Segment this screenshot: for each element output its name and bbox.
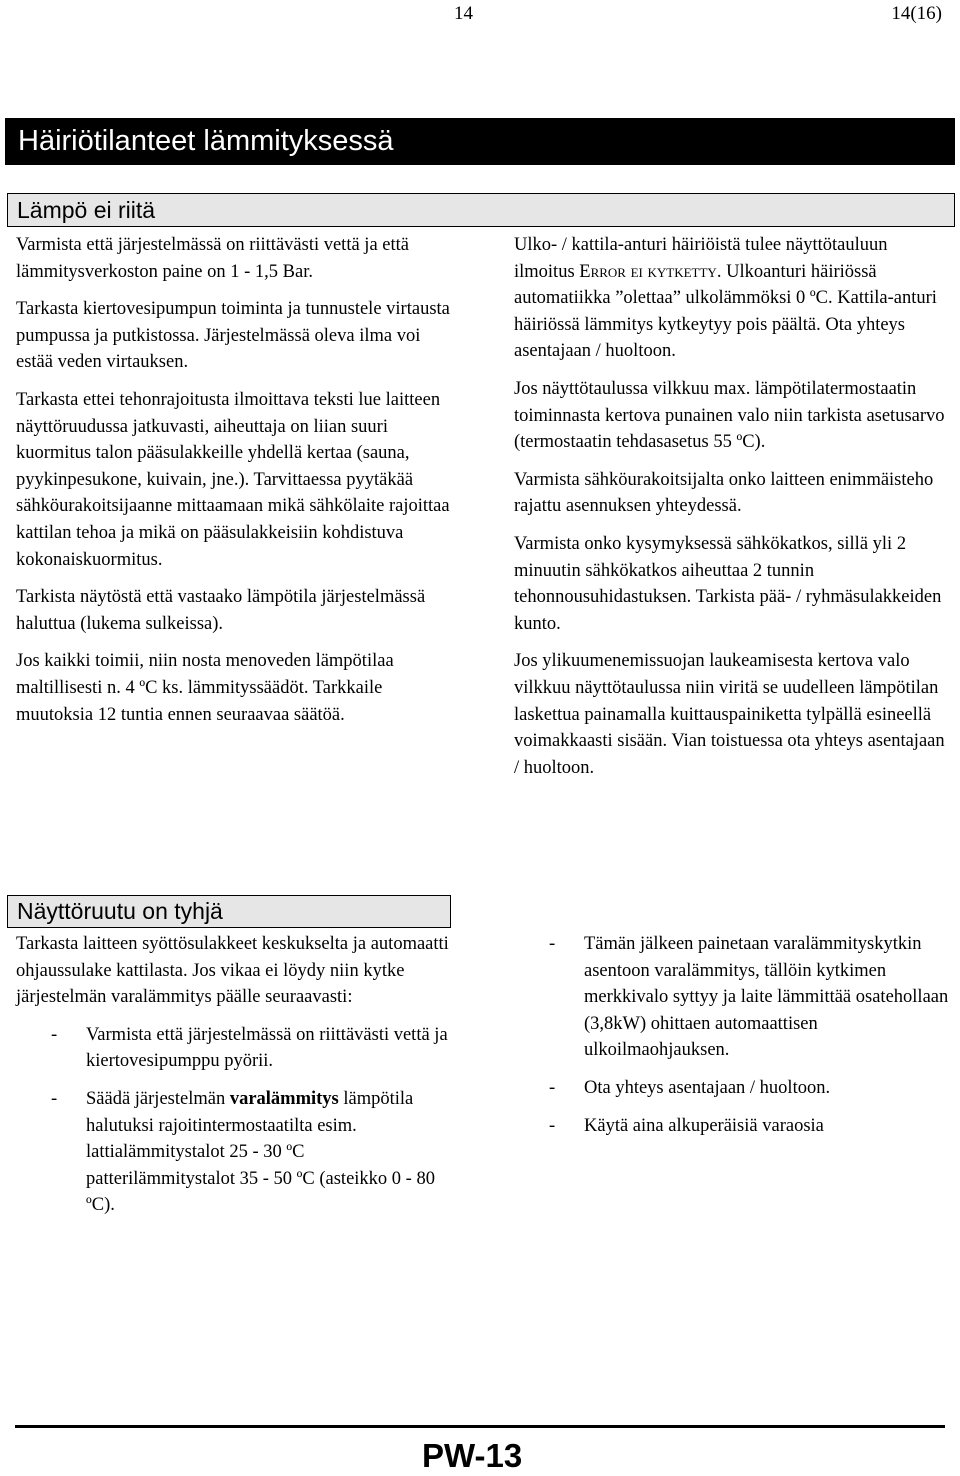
list-item-text: Varmista että järjestelmässä on riittävästi vettä ja kiertovesipumppu pyörii. — [86, 1024, 448, 1072]
error-message-text: Error ei kytketty — [579, 261, 717, 282]
text-span: . Ulkoanturi häiriössä automatiikka ”olettaa” ulkolämmöksi 0 ºC. Kattila-anturi häiriössä lämmitys kytkeytyy pois päältä. Ota yhteys asentajaan / huoltoon. — [514, 261, 937, 362]
paragraph: Varmista onko kysymyksessä sähkökatkos, sillä yli 2 minuutin sähkökatkos aiheuttaa 2 tunnin tehonnousuhidastuksen. Tarkista pää- / ryhmäsulakkeiden kunto. — [514, 533, 942, 634]
page-title: Häiriötilanteet lämmityksessä — [18, 125, 394, 157]
page-count: 14(16) — [891, 3, 942, 24]
paragraph: Varmista että järjestelmässä on riittävästi vettä ja että lämmitysverkoston paine on 1 - 1,5 Bar. — [16, 235, 409, 282]
section-title-heat: Lämpö ei riitä — [17, 197, 156, 223]
bold-term: varalämmitys — [229, 1088, 339, 1109]
paragraph: Tarkasta ettei tehonrajoitusta ilmoittava teksti lue laitteen näyttöruudussa jatkuvasti, aiheuttaja on liian suuri kuormitus talon pääsulakkeille yhdellä kertaa (sauna, pyykinpesukone, kuivain, jne.). Tarvittaessa pyytäkää sähköurakoitsijaanne mittaamaan mikä sähkölaite rajoittaa kattilan tehoa ja mikä on pääsulakkeisiin kohdistuva kokonaiskuormitus. — [16, 389, 450, 570]
list-item — [16, 1086, 456, 1219]
dash-bullet: - — [51, 1024, 58, 1045]
list-item-text: Käytä aina alkuperäisiä varaosia — [584, 1115, 824, 1136]
paragraph — [514, 232, 946, 365]
dash-bullet: - — [51, 1088, 58, 1109]
dash-bullet: - — [549, 934, 556, 954]
list-item — [514, 931, 954, 1064]
list-item — [514, 1113, 954, 1140]
text-span: Säädä järjestelmän — [86, 1088, 230, 1109]
paragraph: Tarkasta laitteen syöttösulakkeet keskukselta ja automaatti ohjaussulake kattilasta. Jos vikaa ei löydy niin kytke järjestelmän varalämmitys päälle seuraavasti: — [16, 934, 449, 1008]
paragraph: Tarkasta kiertovesipumpun toiminta ja tunnustele virtausta pumpussa ja putkistossa. Järjestelmässä oleva ilma voi estää veden virtauksen. — [16, 299, 450, 373]
footer-divider — [15, 1425, 945, 1428]
section1-left-column — [16, 232, 451, 728]
section2-right-column — [514, 931, 954, 1150]
paragraph: Varmista sähköurakoitsijalta onko laitteen enimmäisteho rajattu asennuksen yhteydessä. — [514, 469, 934, 517]
dash-bullet: - — [549, 1115, 556, 1136]
paragraph: Jos ylikuumenemissuojan laukeamisesta kertova valo vilkkuu näyttötaulussa niin viritä se uudelleen lämpötilan laskettua painamalla kuittauspainiketta tylpällä esineellä voimakkaasti sisään. Vian toistuessa ota yhteys asentajaan / huoltoon. — [514, 651, 945, 778]
page-number: 14 — [454, 3, 473, 24]
paragraph: Jos näyttötaulussa vilkkuu max. lämpötilatermostaatin toiminnasta kertova punainen valo niin tarkista asetusarvo (termostaatin tehdasasetus 55 ºC). — [514, 378, 945, 453]
list-item-text: Tämän jälkeen painetaan varalämmityskytkin asentoon varalämmitys, tällöin kytkimen merkkivalo syttyy ja laite lämmittää osatehollaan (3,8kW) ohittaen automaattisen ulkoilmaohjauksen. — [584, 934, 949, 1061]
list-item — [514, 1075, 954, 1102]
section-title-empty-display: Näyttöruutu on tyhjä — [17, 898, 223, 924]
section2-left-column — [16, 931, 456, 1230]
text-span: Ulko- / kattila-anturi häiriöistä tulee näyttötauluun ilmoitus — [514, 235, 888, 282]
paragraph: Jos kaikki toimii, niin nosta menoveden lämpötilaa maltillisesti n. 4 ºC ks. lämmityssäädöt. Tarkkaile muutoksia 12 tuntia ennen seuraavaa säätöä. — [16, 651, 394, 725]
document-code: PW-13 — [422, 1437, 523, 1474]
paragraph: Tarkista näytöstä että vastaako lämpötila järjestelmässä haluttua (lukema sulkeissa). — [16, 587, 426, 634]
list-item-text: Ota yhteys asentajaan / huoltoon. — [584, 1077, 831, 1098]
section1-right-column — [514, 232, 946, 781]
list-item — [16, 1022, 456, 1075]
text-span: lämpötila halutuksi rajoitintermostaatilta esim. lattialämmitystalot 25 - 30 ºC patterilämmitystalot 35 - 50 ºC (asteikko 0 - 80 ºC). — [86, 1088, 435, 1216]
dash-bullet: - — [549, 1077, 556, 1098]
